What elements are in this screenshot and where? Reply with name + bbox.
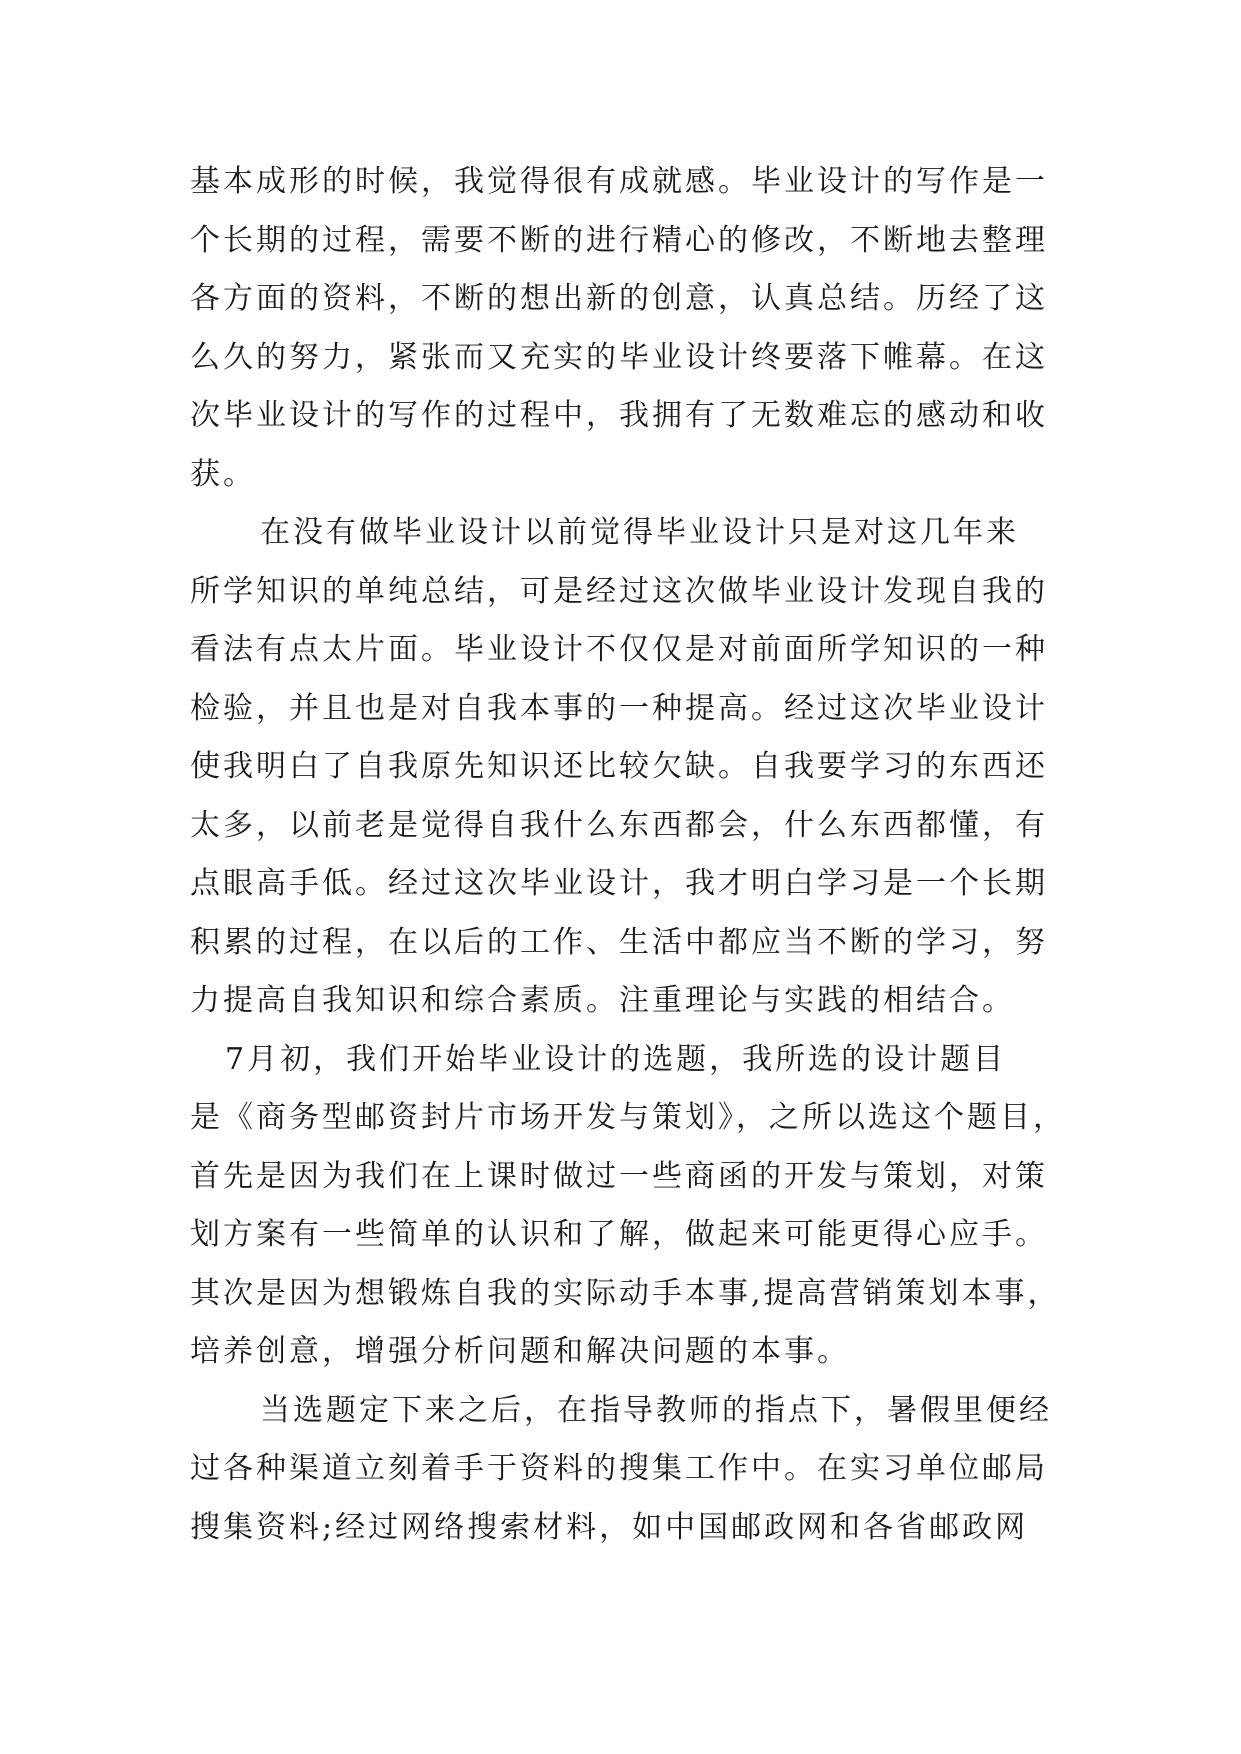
- text-line: 获。: [190, 456, 256, 492]
- text-line: 当选题定下来之后，在指导教师的指点下，暑假里便经: [260, 1392, 1052, 1428]
- text-line: 首先是因为我们在上课时做过一些商函的开发与策划，对策: [190, 1158, 1048, 1194]
- text-line: 其次是因为想锻炼自我的实际动手本事,提高营销策划本事，: [190, 1275, 1061, 1311]
- text-line: 太多，以前老是觉得自我什么东西都会，什么东西都懂，有: [190, 807, 1048, 843]
- text-line: 是《商务型邮资封片市场开发与策划》，之所以选这个题目，: [190, 1100, 1066, 1135]
- text-line: 力提高自我知识和综合素质。注重理论与实践的相结合。: [190, 983, 1015, 1018]
- text-line: 在没有做毕业设计以前觉得毕业设计只是对这几年来: [260, 515, 1019, 550]
- text-line: 点眼高手低。经过这次毕业设计，我才明白学习是一个长期: [190, 866, 1048, 901]
- document-page: [190, 153, 1066, 1557]
- paragraph-4: [190, 1382, 1060, 1558]
- text-line: 次毕业设计的写作的过程中，我拥有了无数难忘的感动和收: [190, 398, 1048, 433]
- text-line: 所学知识的单纯总结，可是经过这次做毕业设计发现自我的: [190, 573, 1048, 609]
- text-line: 么久的努力，紧张而又充实的毕业设计终要落下帷幕。在这: [190, 339, 1048, 375]
- text-line: 使我明白了自我原先知识还比较欠缺。自我要学习的东西还: [190, 749, 1048, 784]
- text-line: 搜集资料;经过网络搜索材料，如中国邮政网和各省邮政网: [190, 1509, 1029, 1545]
- text-line: 7月初，我们开始毕业设计的选题，我所选的设计题目: [225, 1041, 1007, 1077]
- text-line: 基本成形的时候，我觉得很有成就感。毕业设计的写作是一: [190, 164, 1048, 199]
- text-line: 积累的过程，在以后的工作、生活中都应当不断的学习，努: [190, 924, 1048, 960]
- paragraph-2: [190, 504, 1060, 1031]
- text-line: 检验，并且也是对自我本事的一种提高。经过这次毕业设计: [190, 690, 1048, 726]
- text-line: 各方面的资料，不断的想出新的创意，认真总结。历经了这: [190, 281, 1048, 316]
- text-line: 划方案有一些简单的认识和了解，做起来可能更得心应手。: [190, 1217, 1048, 1252]
- text-line: 培养创意，增强分析问题和解决问题的本事。: [190, 1334, 850, 1369]
- paragraph-3: [190, 1031, 1066, 1382]
- text-line: 过各种渠道立刻着手于资料的搜集工作中。在实习单位邮局: [190, 1451, 1048, 1486]
- paragraph-1: [190, 153, 1060, 504]
- text-line: 看法有点太片面。毕业设计不仅仅是对前面所学知识的一种: [190, 632, 1048, 667]
- text-line: 个长期的过程，需要不断的进行精心的修改，不断地去整理: [190, 222, 1048, 258]
